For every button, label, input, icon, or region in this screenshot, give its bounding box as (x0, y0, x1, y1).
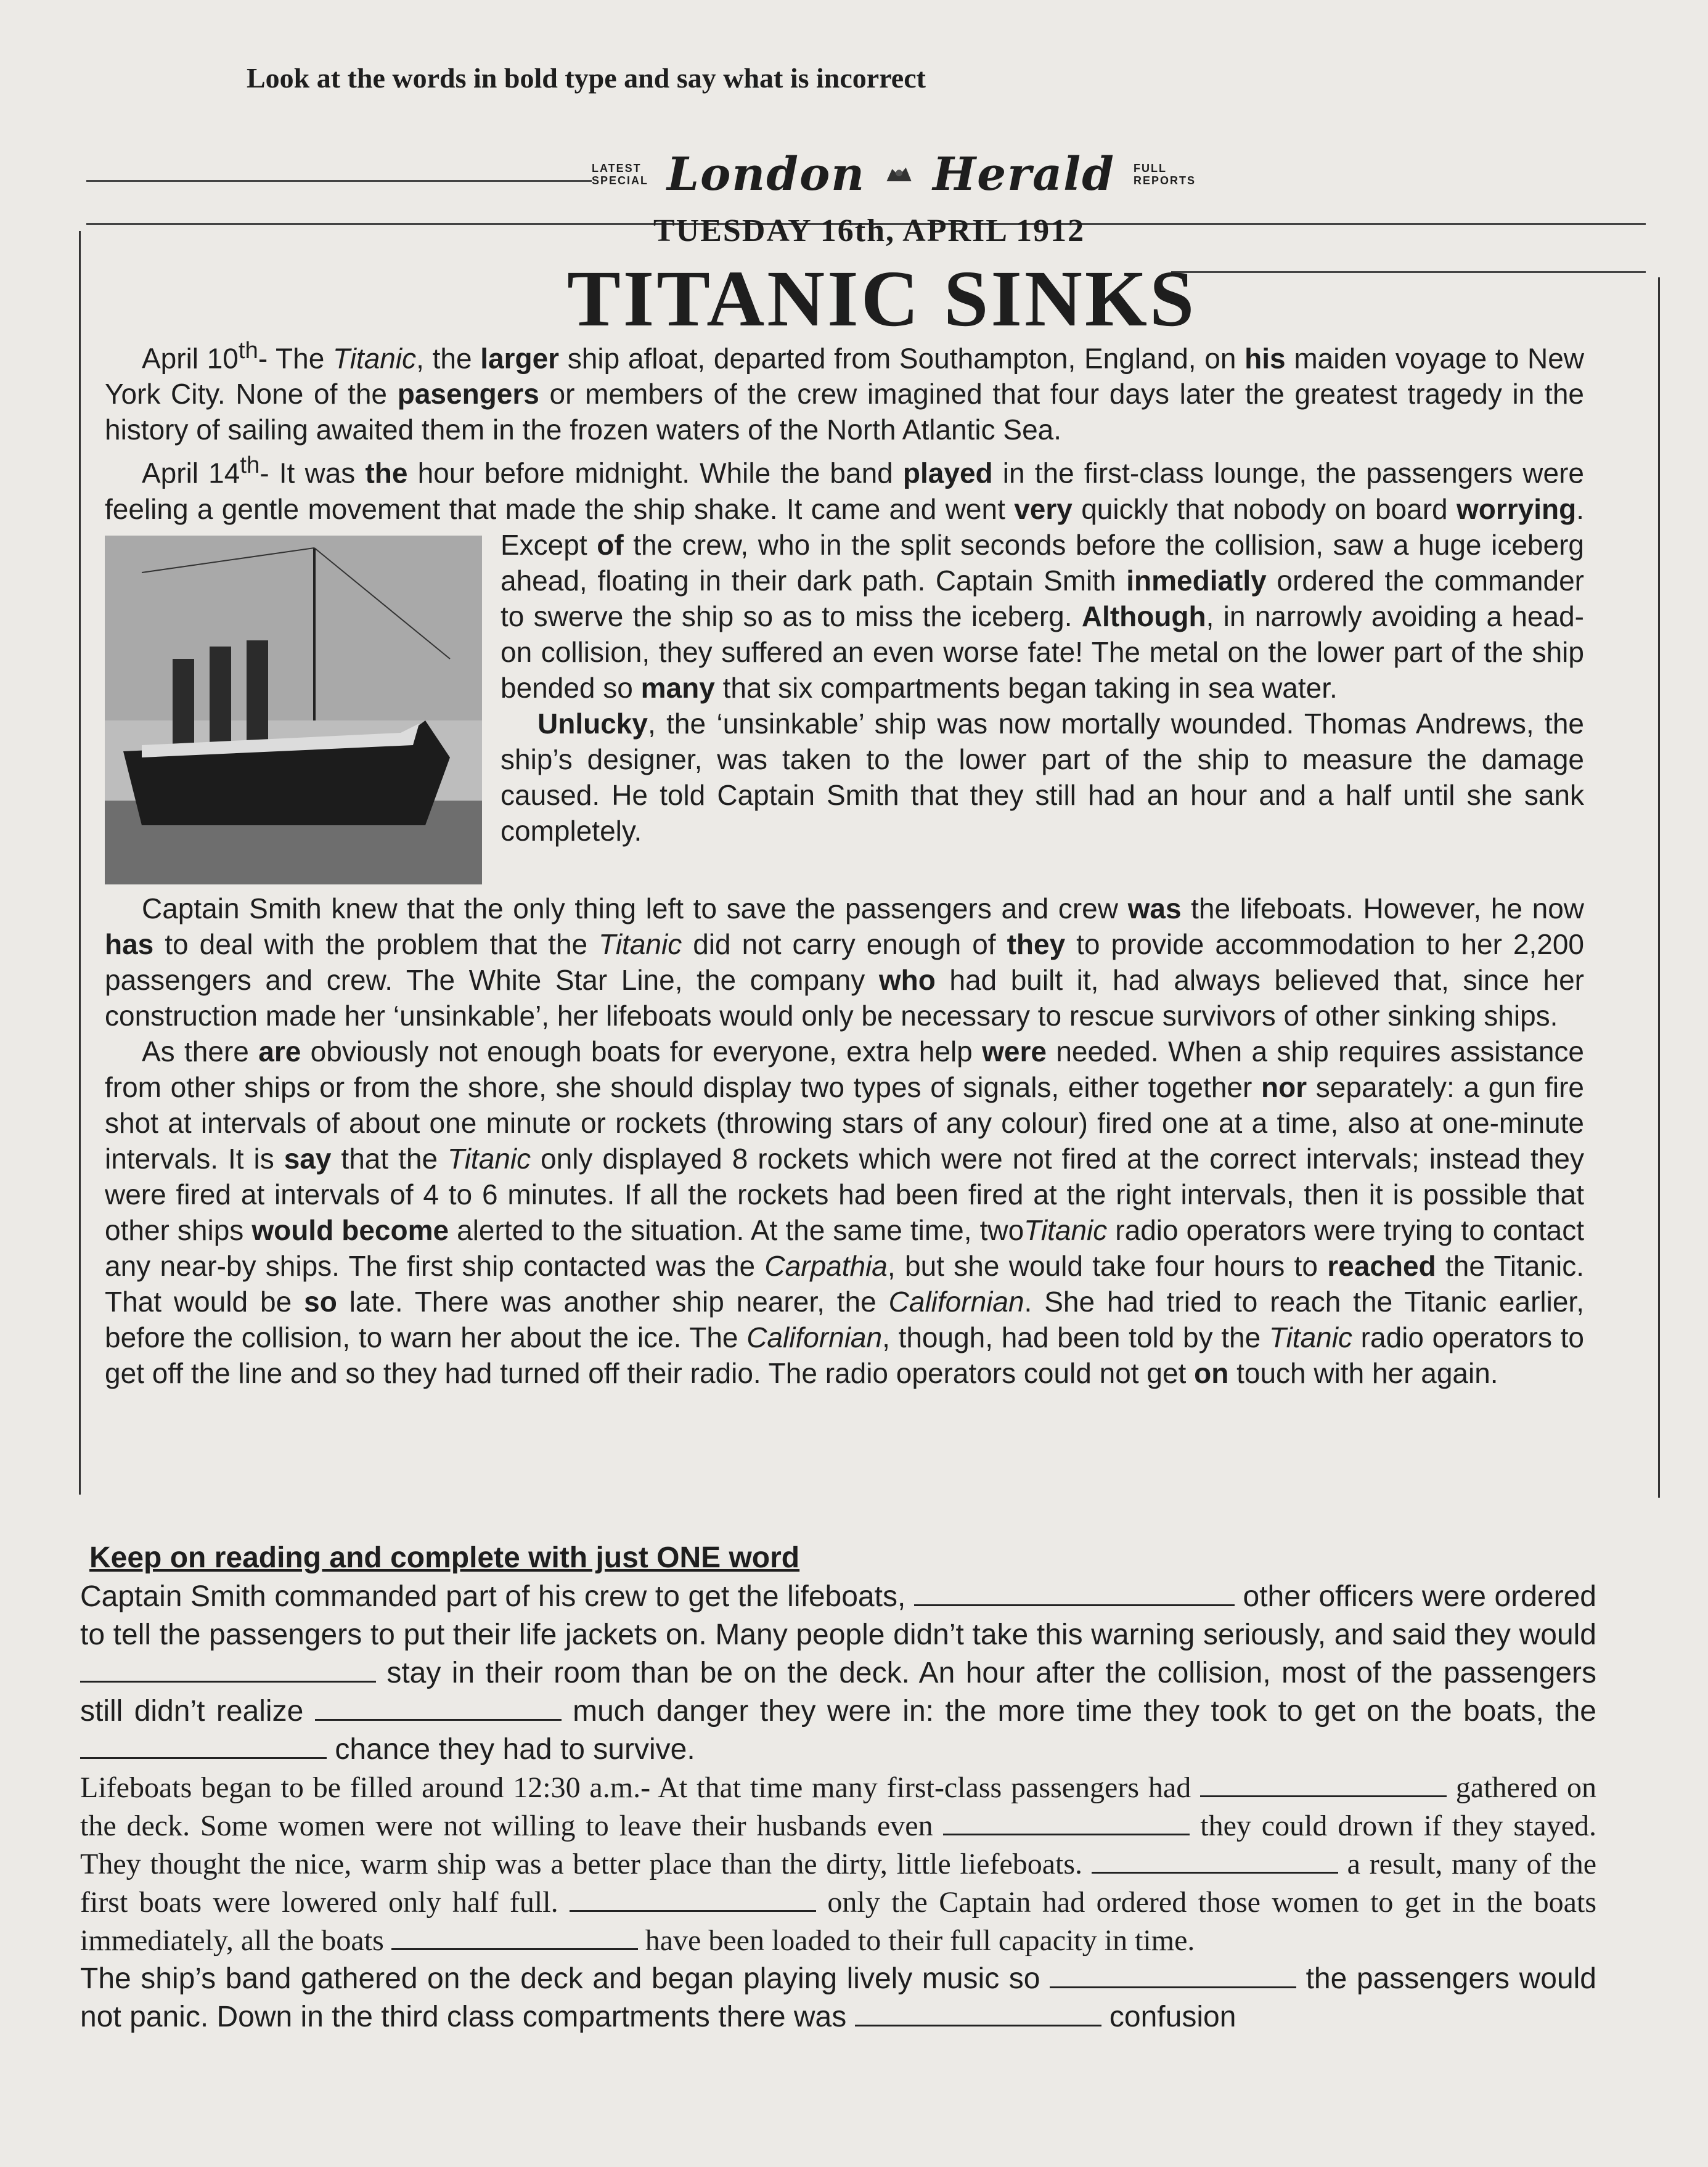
headline: TITANIC SINKS (567, 255, 1197, 343)
masthead-top-rule (86, 180, 592, 182)
frame-right-border (1658, 277, 1660, 1498)
left-tag-line-2: SPECIAL (592, 174, 649, 187)
exercise-title: Keep on reading and complete with just ONE word (89, 1541, 800, 1574)
blank-6[interactable] (943, 1809, 1190, 1835)
issue-date: TUESDAY 16th, APRIL 1912 (653, 213, 1085, 248)
article-paragraph-5: As there are obviously not enough boats for everyone, extra help were needed. When a ship requires assistance from other ships or from the shore, she should display two types of signals, either together nor separately: a gun fire shot at intervals of about one minute or rockets (throwing stars of any colour) fired one at a time, also at one-minute intervals. It is say that the Titanic only displayed 8 rockets which were not fired at the correct intervals; instead they were fired at intervals of 4 to 6 minutes. If all the rockets had been fired at the right intervals, then it is possible that other ships would become alerted to the situation. At the same time, twoTitanic radio operators were trying to contact any near-by ships. The first ship contacted was the Carpathia, but she would take four hours to reached the Titanic. That would be so late. There was another ship nearer, the Californian. She had tried to reach the Titanic earlier, before the collision, to warn her about the ice. The Californian, though, had been told by the Titanic radio operators to get off the line and so they had turned off their radio. The radio operators could not get on touch with her again. (105, 1035, 1585, 1389)
article-paragraph-3: Unlucky, the ‘unsinkable’ ship was now mortally wounded. Thomas Andrews, the ship’s designer, was taken to the lower part of the ship to measure the damage caused. He told Captain Smith that they still had an hour and a half until she sank completely. (501, 707, 1584, 847)
exercise-paragraph-2: Lifeboats began to be filled around 12:30 a.m.- At that time many first-class passengers had gathered on the deck. Some women were not willing to leave their husbands even they could drown if they stayed. They thought the nice, warm ship was a better place than the dirty, little liefeboats. a result, many of the first boats were lowered only half full. only the Captain had ordered those women to get in the boats immediately, all the boats have been loaded to their full capacity in time. (80, 1771, 1597, 1957)
blank-7[interactable] (1092, 1847, 1338, 1874)
blank-10[interactable] (1050, 1962, 1296, 1988)
right-tag-line-2: REPORTS (1133, 174, 1196, 187)
blank-9[interactable] (391, 1924, 638, 1950)
exercise-body (80, 1578, 1596, 2036)
blank-2[interactable] (80, 1656, 376, 1683)
crest-icon (884, 153, 914, 196)
exercise-paragraph-1: Captain Smith commanded part of his crew to get the lifeboats, other officers were ordered to tell the passengers to put their life jackets on. Many people didn’t take this warning seriously, and said they would stay in their room than be on the deck. An hour after the collision, most of the passengers still didn’t realize much danger they were in: the more time they took to get on the boats, the chance they had to survive. (80, 1580, 1597, 1766)
masthead-right-tag (1134, 162, 1196, 187)
blank-3[interactable] (315, 1694, 562, 1721)
article-paragraph-2: April 14th- It was the hour before midnight. While the band played in the first-class lounge, the passengers were feeling a gentle movement that made the ship shake. It came and went very quickly that nobody on board worrying. Except of the crew, who in the split seconds before the collision, saw a huge iceberg ahead, floating in their dark path. Captain Smith inmediatly ordered the commander to swerve the ship so as to miss the iceberg. Although, in narrowly avoiding a head-on collision, they suffered an even worse fate! The metal on the lower part of the ship bended so many that six compartments began taking in sea water. (105, 447, 1584, 705)
article-paragraph-4: Captain Smith knew that the only thing left to save the passengers and crew was the lifeboats. However, he now has to deal with the problem that the Titanic did not carry enough of they to provide accommodation to her 2,200 passengers and crew. The White Star Line, the company who had built it, had always believed that, since her construction made her ‘unsinkable’, her lifeboats would only be necessary to rescue survivors of other sinking ships. (105, 892, 1585, 1032)
blank-4[interactable] (80, 1732, 327, 1759)
blank-1[interactable] (914, 1580, 1235, 1606)
masthead (592, 141, 1196, 208)
left-tag-line-1: LATEST (592, 162, 642, 174)
blank-5[interactable] (1200, 1771, 1447, 1797)
masthead-title-1: London (667, 148, 866, 201)
masthead-left-tag (592, 162, 648, 187)
instruction: Look at the words in bold type and say what is incorrect (247, 62, 926, 94)
right-tag-line-1: FULL (1133, 162, 1167, 174)
article-body (105, 333, 1584, 1391)
ship-illustration-icon (105, 536, 482, 884)
blank-8[interactable] (570, 1885, 816, 1912)
article-paragraph-1: April 10th- The Titanic, the larger ship afloat, departed from Southampton, England, on his maiden voyage to New York City. None of the pasengers or members of the crew imagined that four days later the greatest tragedy in the history of sailing awaited them in the frozen waters of the North Atlantic Sea. (105, 337, 1585, 446)
titanic-photo (105, 536, 482, 884)
blank-11[interactable] (855, 2000, 1101, 2026)
exercise-paragraph-3: The ship’s band gathered on the deck and began playing lively music so the passengers would not panic. Down in the third class compartments there was confusion (80, 1962, 1597, 2033)
date-rule (1171, 271, 1646, 273)
masthead-title-2: Herald (933, 148, 1115, 201)
frame-left-border (79, 231, 81, 1495)
